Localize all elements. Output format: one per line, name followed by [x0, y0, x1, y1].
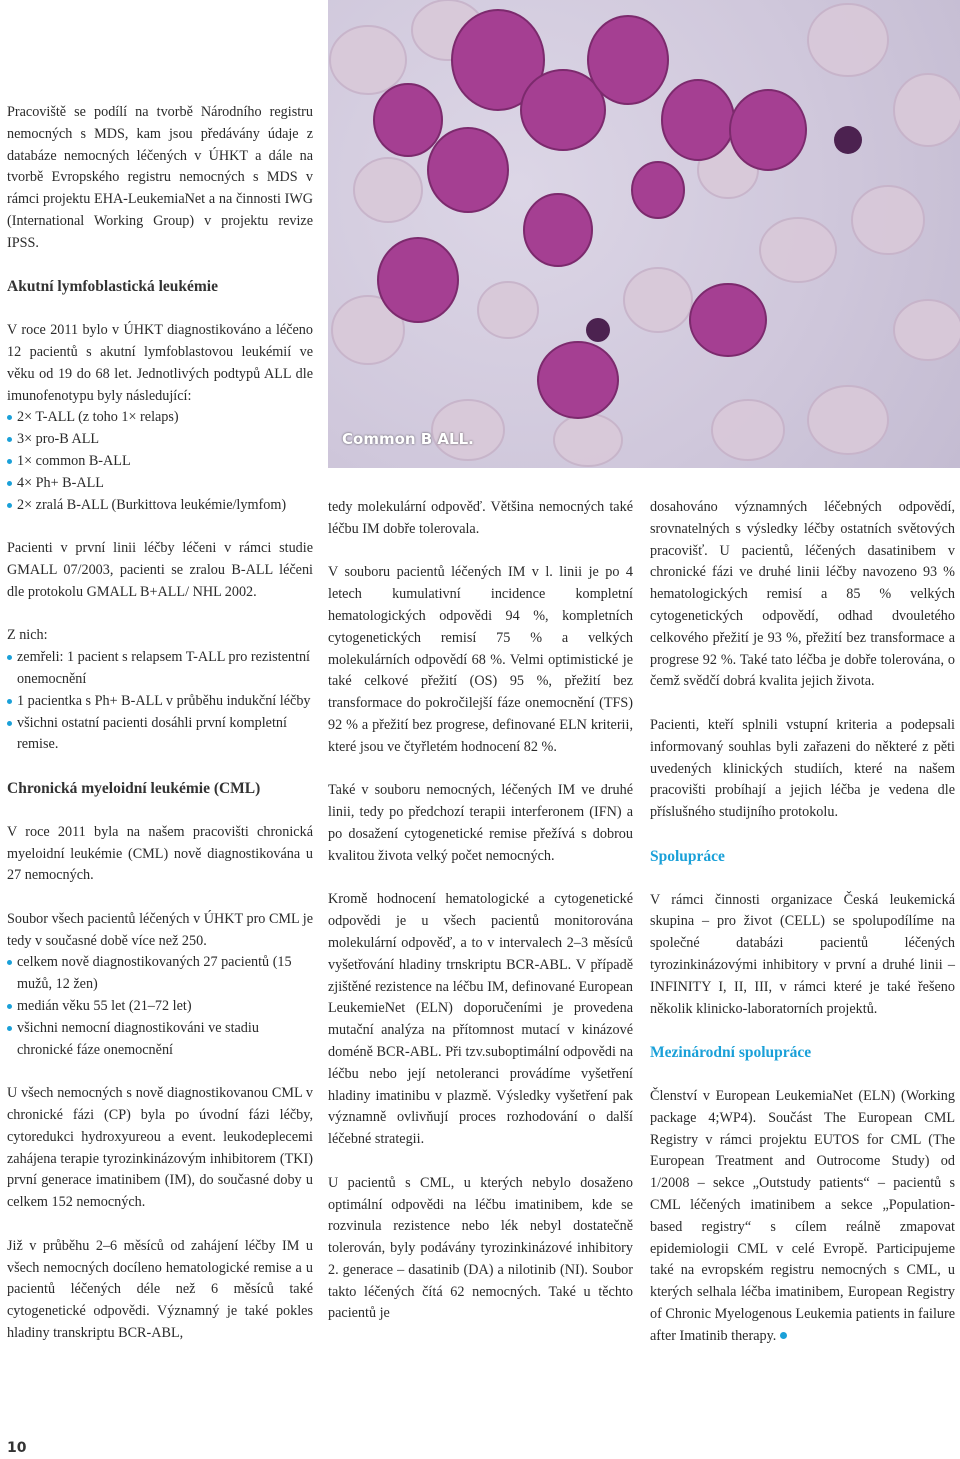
cml-paragraph-1: V roce 2011 byla na našem pracovišti chronická myeloidní leukémie (CML) nově diagnostikována u 27 nemocných.	[7, 823, 313, 884]
end-mark-icon	[780, 1332, 787, 1339]
col2-paragraph-4: Kromě hodnocení hematologické a cytogenetické odpovědi je u všech pacientů monitorována molekulární odpověď, a to v intervalech 2–3 měsíců vyšetřování hladiny trnskriptu BCR-ABL. V případě zjištěné rezistence na léčbu IM, definované European LeukemieNet (ELN) doporučeními je provedena mutační analýza na přítomnost mutací v kinázové doméně BCR-ABL. Při tzv.suboptimální odpovědi na léčbu nebo její netoleranci provádíme vyšetření hladiny imatinibu v plazmě. Výsledky vyšetření pak významně ovlivňují proces rozhodování o další léčebné strategii.	[328, 891, 633, 1148]
col3-paragraph-3: V rámci činnosti organizace Česká leukemická skupina – pro život (CELL) se spolupodílíme na společné databázi pacientů léčených tyrozinkinázovými inhibitory v první a druhé linii – INFINITY I, II, III, v rámci které je také řešeno několik klinicko-laboratorních projektů.	[650, 891, 955, 1017]
blood-smear-micrograph	[328, 0, 960, 468]
list-item: 4× Ph+ B-ALL	[7, 473, 313, 495]
column-2	[328, 497, 633, 1347]
intro-paragraph: Pracoviště se podílí na tvorbě Národního registru nemocných s MDS, kam jsou předávány údaje z databáze nemocných léčených v ÚHKT a dále na tvorbě Evropského registru nemocných s MDS v rámci projektu EHA-LeukemiaNet a na činnosti IWG (International Working Group) v projektu revize IPSS.	[7, 104, 313, 251]
page-number: 10	[7, 1440, 27, 1456]
list-item: všichni ostatní pacienti dosáhli první kompletní remise.	[7, 713, 313, 757]
col2-paragraph-2: V souboru pacientů léčených IM v l. linii je po 4 letech kumulativní incidence kompletní hematologických odpovědi 94 %, kompletních cytogenetických remisí 75 % a velkých molekulárních odpovědí 68 %. Velmi optimistické je také celkové přežití (OS) 95 %, přežití bez transformace do pokročilejší fáze onemocnění (TFS) 92 % a přežití bez progrese, definované ELN kriterii, které jsou ve čtyřletém hodnocení 82 %.	[328, 564, 633, 755]
znich-label: Z nich:	[7, 627, 48, 644]
cml-paragraph-4: Již v průběhu 2–6 měsíců od zahájení léčby IM u všech nemocných docíleno hematologické remise a u pacientů léčených déle než 6 měsíců také cytogenetické odpovědi. Významný je také pokles hladiny transkriptu BCR-ABL,	[7, 1237, 313, 1342]
list-item: medián věku 55 let (21–72 let)	[7, 996, 313, 1018]
all-paragraph-1: V roce 2011 bylo v ÚHKT diagnostikováno a léčeno 12 pacientů s akutní lymfoblastovou leukémií ve věku od 19 do 68 let. Jednotlivých podtypů ALL dle imunofenotypu byly následující:	[7, 322, 313, 404]
heading-cml: Chronická myeloidní leukémie (CML)	[7, 779, 261, 797]
photo-caption: Common B ALL.	[342, 430, 474, 448]
column-3	[650, 497, 955, 1369]
heading-all: Akutní lymfoblastická leukémie	[7, 278, 218, 296]
column-1	[7, 102, 313, 1367]
col3-paragraph-1: dosahováno významných léčebných odpovědí, srovnatelných s výsledky léčby ostatních světových pracovišť. U pacientů, léčených dasatinibem v chronické fázi ve druhé linii léčby navozeno 93 % hematologických remisí a 85 % velkých cytogenetických odpovědí, odhad dvouletého celkového přežití je 93 %, přežití bez transformace a progrese 92 %. Také tato léčba je dobře tolerována, o čemž svědčí dobrá kvalita jejich života.	[650, 499, 955, 690]
col3-paragraph-4-text: Členství v European LeukemiaNet (ELN) (Working package 4;WP4). Součást The European CML Registry v rámci projektu EUTOS for CML (The European Treatment and Outrocome Study) od 1/2008 – sekce „Outstudy patients“ – pacientů s CML léčených imatinibem a sekce „Population-based registry“ s cílem reálně zmapovat epidemiologii CML v celé Evropě. Participujeme také na evropském registru nemocných s CML, u kterých selhala léčba imatinibem, European Registry of Chronic Myelogenous Leukemia patients in failure after Imatinib therapy.	[650, 1087, 955, 1344]
col2-paragraph-3: Také v souboru nemocných, léčených IM ve druhé linii, tedy po předchozí terapii interferonem (IFN) a po dosažení cytogenetické remise přežívá s dobrou kvalitou života velký počet nemocných.	[328, 782, 633, 864]
cml-paragraph-2: Soubor všech pacientů léčených v ÚHKT pro CML je tedy v současné době více než 250.	[7, 910, 313, 949]
heading-spoluprace: Spolupráce	[650, 847, 725, 865]
list-item: 1 pacientka s Ph+ B-ALL v průběhu indukční léčby	[7, 691, 313, 713]
list-item: 2× T-ALL (z toho 1× relaps)	[7, 407, 313, 429]
col3-paragraph-2: Pacienti, kteří splnili vstupní kriteria a podepsali informovaný souhlas byli zařazeni do některé z pěti uvedených klinických studiích, které na našem pracovišti probíhají a jejich léčba je vedena dle příslušného studijního protokolu.	[650, 716, 955, 821]
col2-paragraph-5: U pacientů s CML, u kterých nebylo dosaženo optimální odpovědi na léčbu imatinibem, kde se rozvinula rezistence nebo lék nebyl dostatečně tolerován, byly podávány tyrozinkinázové inhibitory 2. generace – dasatinib (DA) a nilotinib (NI). Soubor takto léčených čítá 62 nemocných. Také u těchto pacientů je	[328, 1174, 633, 1322]
cml-list	[7, 952, 313, 1061]
list-item: celkem nově diagnostikovaných 27 pacientů (15 mužů, 12 žen)	[7, 952, 313, 996]
col3-paragraph-4	[650, 1086, 955, 1348]
all-paragraph-2: Pacienti v první linii léčby léčeni v rámci studie GMALL 07/2003, pacienti se zralou B-ALL léčeni dle protokolu GMALL B+ALL/ NHL 2002.	[7, 540, 313, 600]
list-item: 1× common B-ALL	[7, 451, 313, 473]
znich-list	[7, 647, 313, 756]
cml-paragraph-3: U všech nemocných s nově diagnostikovanou CML v chronické fázi (CP) byla po úvodní fázi léčby, cytoredukci hydroxyureou a event. leukodeplecemi zahájena terapie tyrozinkinázovým inhibitorem (TKI) první generace imatinibem (IM), do současné doby u celkem 152 nemocných.	[7, 1085, 313, 1211]
heading-mezinarodni: Mezinárodní spolupráce	[650, 1044, 812, 1062]
list-item: 3× pro-B ALL	[7, 429, 313, 451]
col2-paragraph-1: tedy molekulární odpověď. Většina nemocných také léčbu IM dobře tolerovala.	[328, 499, 633, 537]
list-item: zemřeli: 1 pacient s relapsem T-ALL pro rezistentní onemocnění	[7, 647, 313, 691]
list-item: 2× zralá B-ALL (Burkittova leukémie/lymfom)	[7, 495, 313, 517]
micrograph-cells	[328, 0, 960, 468]
list-item: všichni nemocní diagnostikováni ve stadiu chronické fáze onemocnění	[7, 1018, 313, 1062]
all-subtypes-list	[7, 407, 313, 516]
